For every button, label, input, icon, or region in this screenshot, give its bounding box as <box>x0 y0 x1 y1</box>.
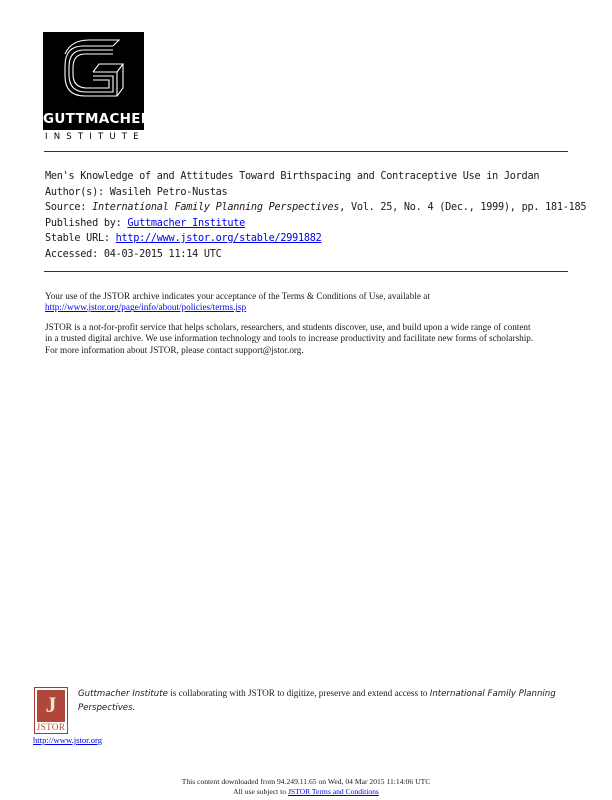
terms-link[interactable]: http://www.jstor.org/page/info/about/policies/terms.jsp <box>45 302 247 313</box>
collab-journal-line-2: Perspectives. <box>78 703 136 713</box>
accessed-row <box>45 247 570 263</box>
accessed-date: 04-03-2015 11:14 UTC <box>103 248 222 260</box>
collab-text: is collaborating with JSTOR to digitize, preserve and extend access to <box>167 688 430 698</box>
jstor-logo-text: JSTOR <box>36 722 66 732</box>
footer-terms-link[interactable]: JSTOR Terms and Conditions <box>287 786 379 796</box>
collaboration-note <box>78 687 578 715</box>
about-block <box>45 322 573 356</box>
jstor-home-link[interactable]: http://www.jstor.org <box>33 735 102 745</box>
source-details: , Vol. 25, No. 4 (Dec., 1999), pp. 181-185 <box>339 202 587 213</box>
author-label: Author(s): <box>45 186 104 198</box>
guttmacher-logo <box>43 32 152 130</box>
accessed-label: Accessed: <box>45 248 98 260</box>
collab-publisher: Guttmacher Institute <box>78 689 168 699</box>
jstor-emblem-icon: J <box>37 690 65 722</box>
jstor-logo <box>34 687 68 734</box>
source-label: Source: <box>45 202 87 213</box>
article-title: Men's Knowledge of and Attitudes Toward Birthspacing and Contraceptive Use in Jordan <box>45 171 540 182</box>
terms-block <box>45 291 573 314</box>
stable-url-label: Stable URL: <box>45 233 110 244</box>
about-line-3: For more information about JSTOR, please contact support@jstor.org. <box>45 344 304 355</box>
footer <box>0 777 612 796</box>
publisher-row <box>45 216 570 232</box>
stable-url-link[interactable]: http://www.jstor.org/stable/2991882 <box>115 233 322 244</box>
about-line-2: in a trusted digital archive. We use information technology and tools to increase productivity and facilitate new forms of scholarship. <box>45 333 534 344</box>
footer-download-note: This content downloaded from 94.249.11.65 on Wed, 04 Mar 2015 11:14:06 UTC <box>181 777 431 786</box>
about-line-1: JSTOR is a not-for-profit service that helps scholars, researchers, and students discover, use, and build upon a wide range of content <box>45 322 531 332</box>
publisher-link[interactable]: Guttmacher Institute <box>127 217 246 229</box>
author-name: Wasileh Petro-Nustas <box>109 186 228 198</box>
citation-block <box>45 169 587 262</box>
logo-name: GUTTMACHER <box>43 111 152 127</box>
collab-journal-line-1: International Family Planning <box>429 689 556 699</box>
footer-terms-row <box>0 787 612 797</box>
author-row <box>45 185 570 201</box>
top-divider <box>44 151 568 152</box>
logo-subtitle: INSTITUTE <box>45 132 145 142</box>
terms-text: Your use of the JSTOR archive indicates your acceptance of the Terms & Conditions of Use, available at <box>45 291 430 301</box>
stable-url-row <box>45 231 570 247</box>
source-journal: International Family Planning Perspectives <box>92 202 340 213</box>
publisher-label: Published by: <box>45 217 122 229</box>
source-row <box>45 200 587 216</box>
middle-divider <box>44 271 568 272</box>
footer-terms-prefix: All use subject to <box>233 786 288 796</box>
guttmacher-g-mark-icon <box>43 32 144 112</box>
